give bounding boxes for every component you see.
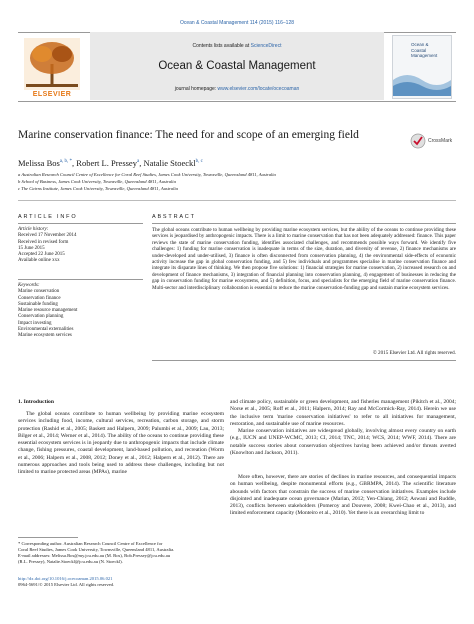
- keyword-item: Sustainable funding: [18, 301, 58, 307]
- keywords-list: [18, 283, 143, 340]
- article-title: Marine conservation finance: The need for and scope of an emerging field: [18, 129, 359, 141]
- author-name[interactable]: Robert L. Pressey: [76, 158, 137, 168]
- author-name[interactable]: Melissa Bos: [18, 158, 60, 168]
- article-info-heading: ARTICLE INFO: [18, 214, 78, 220]
- journal-title: Ocean & Coastal Management: [158, 60, 316, 72]
- history-item: Received in revised form: [18, 239, 69, 245]
- author-affil-mark: a: [136, 159, 140, 165]
- history-item: Received 17 November 2014: [18, 233, 77, 239]
- journal-reference[interactable]: Ocean & Coastal Management 114 (2015) 116–128: [179, 20, 295, 26]
- keyword-item: Conservation planning: [18, 314, 64, 320]
- keyword-item: Marine ecosystem services: [18, 333, 72, 339]
- section-heading-introduction: 1. Introduction: [18, 399, 54, 405]
- intro-paragraph-1: The global oceans contribute to human wellbeing by providing marine ecosystem services including food, income, cultural services, recreation, carbon storage, and storm protection (Rashid et al., 2005; Baskett and Halpern, 2009; Palumbi et al., 2009; Lau, 2013; Bilger et al., 2014; Werner et al., 2014). The ability of the oceans to continue providing these essential ecosystem services is in jeopardy due to anthropogenic impacts that include climate change, fishing pressures, coastal development, land-based pollution, and recreation (Worm et al., 2006; Halpern et al., 2008, 2012; Doney et al., 2012; Halpern et al., 2012). There are numerous approaches and tools being used to address these challenges, including but not limited to marine protected areas (MPAs), marine: [18, 411, 224, 476]
- cover-title-line-1: Ocean &: [411, 42, 429, 47]
- footnote-line: Coral Reef Studies, James Cook University, Townsville, Queensland 4811, Australia.: [18, 547, 175, 552]
- keyword-item: Marine conservation: [18, 289, 60, 295]
- doi-link[interactable]: http://dx.doi.org/10.1016/j.ocecoaman.2015.06.021: [18, 576, 113, 581]
- abstract-copyright: © 2015 Elsevier Ltd. All rights reserved.: [372, 350, 456, 356]
- cover-wave-graphic: [393, 66, 451, 96]
- contents-prefix: Contents lists available at: [192, 43, 250, 49]
- author-affil-mark: a, b, *: [59, 159, 73, 165]
- issn-copyright-line: 0964-5691/© 2015 Elsevier Ltd. All rights reserved.: [18, 582, 115, 587]
- footnote-line: (R.L. Pressey), Natalie.Stoeckl@jcu.edu.au (N. Stoeckl).: [18, 559, 123, 564]
- divider: [18, 223, 143, 224]
- history-item: Available online xxx: [18, 258, 60, 264]
- intro-paragraph-1-continued: and climate policy, sustainable or green development, and fisheries management (Pikitch et al., 2004; Norse et al., 2005; Roff et al., 2011; Halpern, 2014; Ray and McCormick-Ray, 2014). Herein we use the inclusive term 'marine conservation initiatives' to refer to all initiatives for management, restoration, and sustainable use of marine resources.: [230, 399, 456, 427]
- corresponding-author-footnote: [18, 541, 224, 565]
- divider: [18, 279, 143, 280]
- keyword-item: Conservation finance: [18, 295, 61, 301]
- homepage-link[interactable]: www.elsevier.com/locate/ocecoaman: [217, 86, 300, 92]
- intro-paragraph-2: Marine conservation initiatives are widespread globally, involving almost every country on earth (e.g., IUCN and UNEP-WCMC, 2013; CI, 2014; TNC, 2014; WCS, 2014; WWF, 2014). There are notable success stories about conservation objectives having been achieved and/or threats averted (Knowlton and Jackson, 2011).: [230, 428, 456, 456]
- keyword-item: Environmental externalities: [18, 327, 74, 333]
- keyword-item: Impact investing: [18, 320, 52, 326]
- history-item: Accepted 22 June 2015: [18, 252, 65, 258]
- crossmark-icon: [410, 133, 426, 149]
- keyword-item: Marine resource management: [18, 308, 78, 314]
- sciencedirect-link[interactable]: ScienceDirect: [250, 43, 282, 49]
- affiliation-item: a Australian Research Council Centre of Excellence for Coral Reef Studies, James Cook University, Townsville, Queensland 4811, Australia: [18, 172, 276, 177]
- footnote-divider: [18, 537, 78, 538]
- journal-cover-thumbnail: [392, 35, 452, 99]
- crossmark-badge[interactable]: [408, 128, 456, 156]
- history-heading: Article history:: [18, 227, 49, 232]
- journal-homepage-line: [90, 86, 384, 92]
- abstract-body: The global oceans contribute to human wellbeing by providing marine ecosystem services, but the ability of the oceans to continue providing these services is jeopardised by anthropogenic impacts. There is a limit to marine conservation that has not been adequately addressed: finance. This paper reviews the state of marine conservation funding, identifies associated challenges, and recommends possible ways forward. We identify five challenges: 1) funding for marine conservation is inadequate in terms of the size, duration, and diversity of revenue, 2) finance mechanisms are under-developed and under-utilised, 3) finance is often disconnected from conservation planning, 4) the environmental side-effects of economic activity increase the gap in global conservation funding, and 5) few individuals and programmes specialise in marine conservation finance and integrate its disparate lines of thinking. We then propose five solutions: 1) financial strategies for marine conservation, 2) increased research on and development of finance mechanisms, 3) integration of financial planning into conservation planning, 4) engagement of businesses in reducing the gap in conservation funding for marine ecosystems, and 5) definition, focus, and specialists for the emerging field of marine conservation finance. Multi-sector and interdisciplinary collaboration is essential to reduce the marine conservation-funding gap and sustain marine ecosystem services.: [152, 227, 456, 291]
- author-affil-mark: b, c: [195, 159, 203, 165]
- author-list: Melissa Bos$^{a, b, *}$, Robert L. Pressey$^a$, Natalie Stoeckl$^{b, c}$: [18, 158, 203, 168]
- keywords-heading: Keywords:: [18, 283, 40, 288]
- footnote-line: E-mail addresses: Melissa.Bos@my.jcu.edu.au (M. Bos), Bob.Pressey@jcu.edu.au: [18, 553, 171, 558]
- affiliations: [18, 171, 448, 192]
- doi-block: [18, 576, 224, 588]
- intro-paragraph-2-continued: More often, however, there are stories of declines in marine resources, and consequential impacts on human wellbeing, despite monumental efforts (e.g., GBRMPA, 2014). The scientific literature abounds with factors that constrain the success of marine conservation initiatives. Examples include disjointed and inadequate ocean governance (Marian, 2012; Yen-Chiang, 2012; Aswani and Ruddle, 2013), conflicts between stakeholders (Pomeroy and Douvere, 2008; Kwei-Chao et al., 2013), and limited enforcement capacity (Monteiro et al., 2010). Yet there is an overarching limit to: [230, 474, 456, 517]
- elsevier-tree-logo: [18, 36, 86, 98]
- divider: [152, 360, 456, 361]
- divider: [152, 223, 456, 224]
- elsevier-wordmark: ELSEVIER: [32, 91, 72, 98]
- affiliation-item: b School of Business, James Cook University, Townsville, Queensland 4811, Australia: [18, 179, 176, 184]
- affiliation-item: c The Cairns Institute, James Cook University, Townsville, Queensland 4811, Australia: [18, 186, 178, 191]
- divider: [18, 200, 456, 201]
- cover-title-line-2: Coastal: [411, 47, 427, 53]
- author-name[interactable]: Natalie Stoeckl: [143, 158, 196, 168]
- crossmark-label: CrossMark: [428, 138, 453, 144]
- homepage-prefix: journal homepage:: [174, 86, 217, 92]
- history-item: 15 June 2015: [18, 245, 45, 251]
- cover-title-line-3: Management: [411, 53, 438, 58]
- article-history: [18, 227, 143, 265]
- contents-available-line: [90, 43, 384, 49]
- footnote-line: * Corresponding author. Australian Research Council Centre of Excellence for: [18, 541, 163, 546]
- abstract-heading: ABSTRACT: [152, 214, 196, 220]
